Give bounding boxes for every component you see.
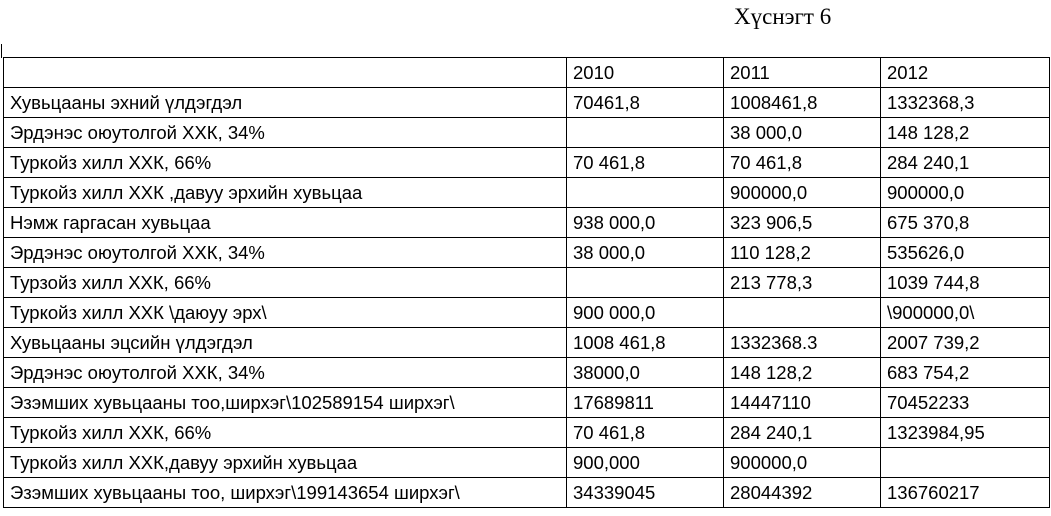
value-cell-2011: 110 128,2 <box>724 238 881 268</box>
value-cell-2010: 900,000 <box>567 448 724 478</box>
value-cell-2012: 1039 744,8 <box>881 268 1050 298</box>
table-row <box>4 448 1050 478</box>
left-edge-line <box>1 44 2 58</box>
value-cell-2012: 900000,0 <box>881 178 1050 208</box>
value-cell-2010: 70 461,8 <box>567 148 724 178</box>
table-row <box>4 178 1050 208</box>
header-cell-2011: 2011 <box>724 58 881 88</box>
value-cell-2010 <box>567 118 724 148</box>
value-cell-2010: 17689811 <box>567 388 724 418</box>
row-label-cell: Турзойз хилл ХХК, 66% <box>4 268 567 298</box>
value-cell-2011: 1008461,8 <box>724 88 881 118</box>
value-cell-2012: \900000,0\ <box>881 298 1050 328</box>
value-cell-2011: 148 128,2 <box>724 358 881 388</box>
value-cell-2010: 900 000,0 <box>567 298 724 328</box>
value-cell-2010 <box>567 178 724 208</box>
value-cell-2012: 675 370,8 <box>881 208 1050 238</box>
row-label-cell: Туркойз хилл ХХК ,давуу эрхийн хувьцаа <box>4 178 567 208</box>
value-cell-2011: 213 778,3 <box>724 268 881 298</box>
header-cell-2012: 2012 <box>881 58 1050 88</box>
row-label-cell: Эрдэнэс оюутолгой ХХК, 34% <box>4 358 567 388</box>
value-cell-2011: 14447110 <box>724 388 881 418</box>
row-label-cell: Эзэмших хувьцааны тоо,ширхэг\102589154 ширхэг\ <box>4 388 567 418</box>
value-cell-2012: 136760217 <box>881 478 1050 508</box>
value-cell-2012: 70452233 <box>881 388 1050 418</box>
table-row <box>4 118 1050 148</box>
table-row <box>4 358 1050 388</box>
value-cell-2011: 900000,0 <box>724 448 881 478</box>
table-row <box>4 88 1050 118</box>
row-label-cell: Туркойз хилл ХХК, 66% <box>4 148 567 178</box>
row-label-cell: Эзэмших хувьцааны тоо, ширхэг\199143654 ширхэг\ <box>4 478 567 508</box>
table-row <box>4 478 1050 508</box>
value-cell-2011: 323 906,5 <box>724 208 881 238</box>
value-cell-2012 <box>881 448 1050 478</box>
value-cell-2010: 938 000,0 <box>567 208 724 238</box>
value-cell-2011: 1332368.3 <box>724 328 881 358</box>
value-cell-2011 <box>724 298 881 328</box>
row-label-cell: Эрдэнэс оюутолгой ХХК, 34% <box>4 238 567 268</box>
value-cell-2011: 28044392 <box>724 478 881 508</box>
value-cell-2010: 34339045 <box>567 478 724 508</box>
table-row <box>4 238 1050 268</box>
table-row <box>4 418 1050 448</box>
table-row <box>4 298 1050 328</box>
value-cell-2011: 900000,0 <box>724 178 881 208</box>
value-cell-2012: 683 754,2 <box>881 358 1050 388</box>
value-cell-2010 <box>567 268 724 298</box>
header-cell-2010: 2010 <box>567 58 724 88</box>
value-cell-2010: 38 000,0 <box>567 238 724 268</box>
row-label-cell: Туркойз хилл ХХК,давуу эрхийн хувьцаа <box>4 448 567 478</box>
value-cell-2011: 38 000,0 <box>724 118 881 148</box>
table-caption: Хүснэгт 6 <box>734 4 832 29</box>
value-cell-2012: 1332368,3 <box>881 88 1050 118</box>
row-label-cell: Эрдэнэс оюутолгой ХХК, 34% <box>4 118 567 148</box>
share-balance-table <box>3 57 1050 508</box>
value-cell-2010: 38000,0 <box>567 358 724 388</box>
value-cell-2010: 70 461,8 <box>567 418 724 448</box>
table-header-row <box>4 58 1050 88</box>
table-row <box>4 148 1050 178</box>
table-row <box>4 208 1050 238</box>
row-label-cell: Туркойз хилл ХХК \даюуу эрх\ <box>4 298 567 328</box>
value-cell-2011: 70 461,8 <box>724 148 881 178</box>
row-label-cell: Хувьцааны эхний үлдэгдэл <box>4 88 567 118</box>
row-label-cell: Нэмж гаргасан хувьцаа <box>4 208 567 238</box>
table-row <box>4 268 1050 298</box>
table-row <box>4 388 1050 418</box>
value-cell-2011: 284 240,1 <box>724 418 881 448</box>
table-row <box>4 328 1050 358</box>
row-label-cell: Хувьцааны эцсийн үлдэгдэл <box>4 328 567 358</box>
value-cell-2012: 1323984,95 <box>881 418 1050 448</box>
value-cell-2012: 2007 739,2 <box>881 328 1050 358</box>
value-cell-2012: 284 240,1 <box>881 148 1050 178</box>
value-cell-2010: 1008 461,8 <box>567 328 724 358</box>
value-cell-2012: 148 128,2 <box>881 118 1050 148</box>
value-cell-2010: 70461,8 <box>567 88 724 118</box>
value-cell-2012: 535626,0 <box>881 238 1050 268</box>
header-cell-empty <box>4 58 567 88</box>
row-label-cell: Туркойз хилл ХХК, 66% <box>4 418 567 448</box>
